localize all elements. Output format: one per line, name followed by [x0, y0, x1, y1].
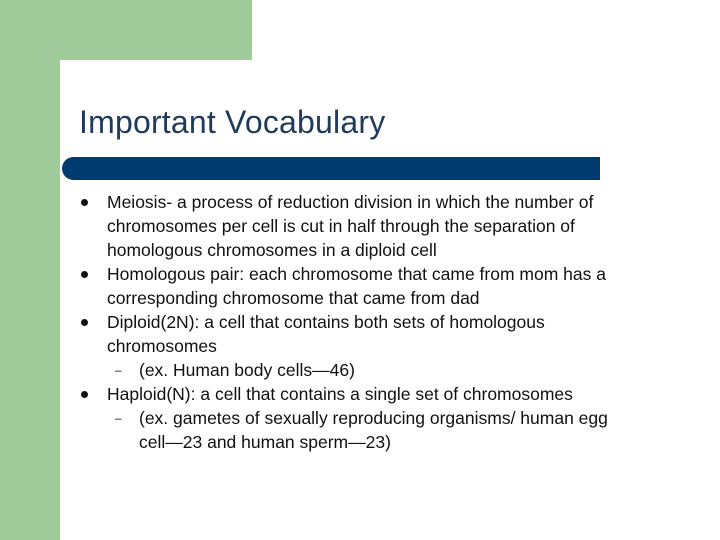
list-item-text-line: Haploid(N): a cell that contains a single set of chromosomes — [107, 384, 573, 404]
slide-title: Important Vocabulary — [79, 104, 386, 140]
list-item-haploid — [78, 382, 698, 406]
list-item-text-line: chromosomes per cell is cut in half through the separation of — [107, 216, 575, 236]
title-underline-bar — [62, 157, 600, 180]
dash-bullet-icon: – — [115, 411, 122, 425]
bullet-dot-icon — [81, 271, 88, 278]
list-item-text-line: Homologous pair: each chromosome that came from mom has a — [107, 264, 606, 284]
list-item-homologous-pair — [78, 262, 698, 310]
list-item-text-line: corresponding chromosome that came from dad — [107, 288, 480, 308]
sub-item-diploid-example — [78, 358, 698, 382]
bullet-list — [78, 190, 698, 454]
sub-item-text-line: (ex. gametes of sexually reproducing organisms/ human egg — [139, 408, 608, 428]
bullet-dot-icon — [81, 391, 88, 398]
bullet-dot-icon — [81, 319, 88, 326]
list-item-diploid — [78, 310, 698, 358]
list-item-text-line: Diploid(2N): a cell that contains both sets of homologous — [107, 312, 545, 332]
bullet-dot-icon — [81, 199, 88, 206]
dash-bullet-icon: – — [115, 363, 122, 377]
sub-item-text-line: cell—23 and human sperm—23) — [139, 432, 391, 452]
list-item-meiosis — [78, 190, 698, 262]
list-item-text-line: homologous chromosomes in a diploid cell — [107, 240, 437, 260]
list-item-text-line: Meiosis- a process of reduction division in which the number of — [107, 192, 594, 212]
left-green-band — [0, 0, 60, 540]
list-item-text-line: chromosomes — [107, 336, 217, 356]
sub-item-text-line: (ex. Human body cells—46) — [139, 360, 355, 380]
sub-item-haploid-example — [78, 406, 698, 454]
